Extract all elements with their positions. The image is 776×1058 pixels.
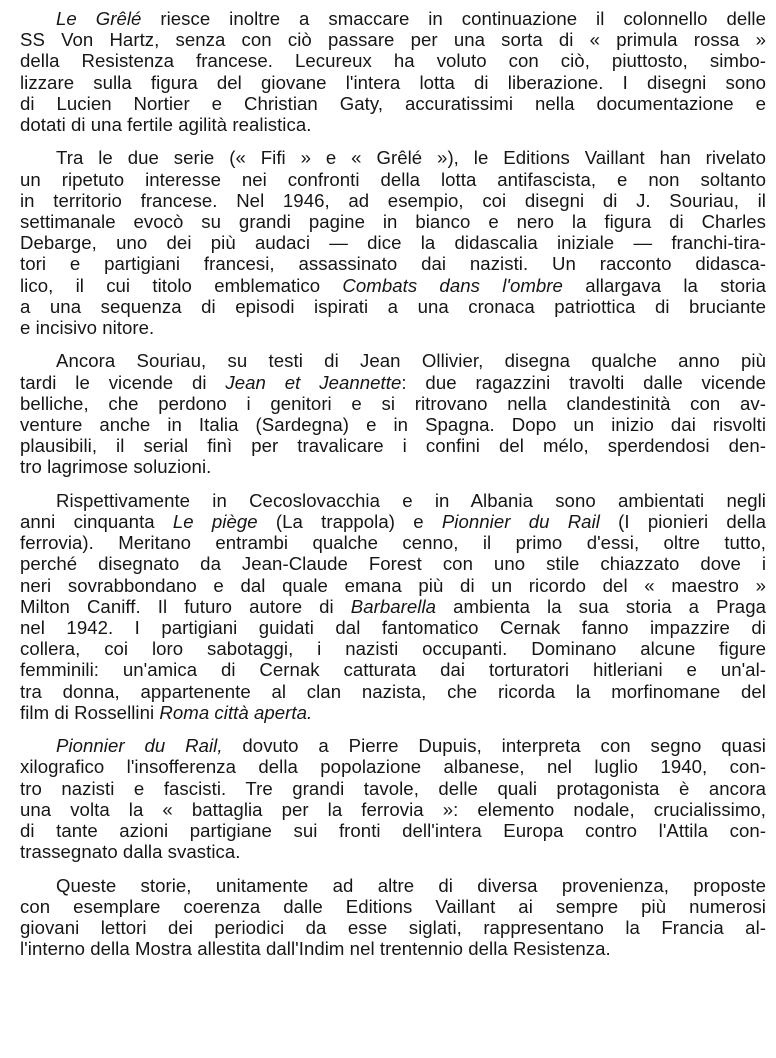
- text-line: [20, 756, 766, 777]
- text-run: in territorio francese. Nel 1946, ad esempio, coi disegni di J. Souriau, il: [20, 189, 766, 211]
- text-run: giovani lettori dei periodici da esse siglati, rappresentano la Francia al-: [20, 917, 766, 939]
- text-run: plausibili, il serial finì per travalicare i confini del mélo, sperdendosi den-: [20, 435, 766, 457]
- text-line: [20, 253, 766, 274]
- text-run: tardi le vicende di: [20, 371, 226, 393]
- italic-title: Le piège: [172, 511, 258, 533]
- text-run: (I pionieri della: [599, 511, 766, 533]
- text-run: Rispettivamente in Cecoslovacchia e in Albania sono ambientati negli: [56, 489, 766, 511]
- text-line: [20, 841, 766, 862]
- paragraph: [20, 875, 766, 960]
- text-run: collera, coi loro sabotaggi, i nazisti occupanti. Dominano alcune figure: [20, 638, 766, 660]
- text-line: [20, 735, 766, 756]
- text-line: [20, 596, 766, 617]
- paragraph: [20, 8, 766, 135]
- paragraph: [20, 735, 766, 862]
- text-run: con esemplare coerenza dalle Editions Vaillant ai sempre più numerosi: [20, 895, 766, 917]
- text-run: (La trappola) e: [257, 511, 442, 533]
- text-line: [20, 820, 766, 841]
- text-line: [20, 211, 766, 232]
- text-line: [20, 799, 766, 820]
- text-run: dovuto a Pierre Dupuis, interpreta con segno quasi: [222, 735, 766, 757]
- text-line: [20, 875, 766, 896]
- text-line: [20, 169, 766, 190]
- text-line: [20, 190, 766, 211]
- paragraph: [20, 350, 766, 477]
- text-run: trassegnato dalla svastica.: [20, 841, 241, 863]
- text-line: [20, 72, 766, 93]
- text-line: [20, 147, 766, 168]
- italic-title: Combats dans l'ombre: [342, 274, 563, 296]
- text-line: [20, 296, 766, 317]
- text-line: [20, 393, 766, 414]
- text-run: film di Rossellini: [20, 701, 160, 723]
- text-run: ambienta la sua storia a Praga: [436, 595, 766, 617]
- text-line: [20, 50, 766, 71]
- text-line: [20, 490, 766, 511]
- text-run: riesce inoltre a smaccare in continuazione il colonnello delle: [141, 8, 767, 29]
- text-run: l'interno della Mostra allestita dall'Indim nel trentennio della Resistenza.: [20, 938, 611, 960]
- text-run: neri sovrabbondano e dal quale emana più di un ricordo del « maestro »: [20, 574, 766, 596]
- text-run: Debarge, uno dei più audaci — dice la didascalia iniziale — franchi-tira-: [20, 232, 766, 254]
- text-line: [20, 681, 766, 702]
- text-run: anni cinquanta: [20, 511, 173, 533]
- text-line: [20, 414, 766, 435]
- text-run: una volta la « battaglia per la ferrovia »: elemento nodale, crucialissimo,: [20, 798, 766, 820]
- text-run: Milton Caniff. Il futuro autore di: [20, 595, 351, 617]
- text-line: [20, 29, 766, 50]
- text-run: settimanale evocò su grandi pagine in bianco e nero la figura di Charles: [20, 211, 766, 233]
- text-line: [20, 938, 766, 959]
- text-line: [20, 93, 766, 114]
- text-run: allargava la storia: [562, 274, 766, 296]
- italic-title: Jean et Jeannette: [225, 371, 402, 393]
- text-line: [20, 917, 766, 938]
- text-line: [20, 778, 766, 799]
- text-run: tro nazisti e fascisti. Tre grandi tavole, delle quali protagonista è ancora: [20, 777, 766, 799]
- text-line: [20, 350, 766, 371]
- italic-title: Roma città aperta.: [159, 701, 313, 723]
- italic-title: Barbarella: [350, 595, 437, 617]
- text-line: [20, 553, 766, 574]
- text-run: della Resistenza francese. Lecureux ha voluto con ciò, piuttosto, simbo-: [20, 50, 766, 72]
- text-run: SS Von Hartz, senza con ciò passare per una sorta di « primula rossa »: [20, 29, 766, 51]
- italic-title: Pionnier du Rail: [441, 511, 600, 533]
- text-run: e incisivo nitore.: [20, 317, 155, 339]
- document-page: [20, 8, 766, 972]
- text-run: xilografico l'insofferenza della popolazione albanese, nel luglio 1940, con-: [20, 756, 766, 778]
- text-run: nel 1942. I partigiani guidati dal fantomatico Cernak fanno impazzire di: [20, 617, 766, 639]
- text-run: ferrovia). Meritano entrambi qualche cenno, il primo d'essi, oltre tutto,: [20, 532, 766, 554]
- text-line: [20, 659, 766, 680]
- text-run: perché disegnato da Jean-Claude Forest con uno stile chiazzato dove i: [20, 553, 766, 575]
- text-run: lico, il cui titolo emblematico: [20, 274, 343, 296]
- text-line: [20, 575, 766, 596]
- text-line: [20, 275, 766, 296]
- text-line: [20, 435, 766, 456]
- text-run: tori e partigiani francesi, assassinato dai nazisti. Un racconto didasca-: [20, 253, 766, 275]
- text-run: dotati di una fertile agilità realistica.: [20, 114, 312, 136]
- text-line: [20, 617, 766, 638]
- text-run: di tante azioni partigiane sui fronti dell'intera Europa contro l'Attila con-: [20, 820, 766, 842]
- text-run: a una sequenza di episodi ispirati a una cronaca patriottica di bruciante: [20, 295, 766, 317]
- text-run: Ancora Souriau, su testi di Jean Ollivier, disegna qualche anno più: [56, 350, 766, 372]
- text-run: Tra le due serie (« Fifi » e « Grêlé »), le Editions Vaillant han rivelato: [56, 147, 766, 169]
- text-run: venture anche in Italia (Sardegna) e in Spagna. Dopo un inizio dai risvolti: [20, 414, 766, 436]
- text-line: [20, 896, 766, 917]
- text-run: tro lagrimose soluzioni.: [20, 456, 212, 478]
- text-run: tra donna, appartenente al clan nazista, che ricorda la morfinomane del: [20, 680, 766, 702]
- text-line: [20, 511, 766, 532]
- text-line: [20, 456, 766, 477]
- body-text: [20, 8, 766, 959]
- text-line: [20, 317, 766, 338]
- text-line: [20, 372, 766, 393]
- text-run: belliche, che perdono i genitori e si ritrovano nella clandestinità con av-: [20, 392, 766, 414]
- paragraph: [20, 147, 766, 338]
- paragraph: [20, 490, 766, 723]
- italic-title: Le Grêlé: [56, 8, 142, 29]
- text-line: [20, 532, 766, 553]
- text-run: Queste storie, unitamente ad altre di diversa provenienza, proposte: [56, 874, 766, 896]
- italic-title: Pionnier du Rail,: [56, 735, 223, 757]
- text-run: di Lucien Nortier e Christian Gaty, accuratissimi nella documentazione e: [20, 92, 766, 114]
- text-line: [20, 702, 766, 723]
- text-run: : due ragazzini travolti dalle vicende: [401, 371, 766, 393]
- text-run: femminili: un'amica di Cernak catturata dai torturatori hitleriani e un'al-: [20, 659, 766, 681]
- text-run: lizzare sulla figura del giovane l'intera lotta di liberazione. I disegni sono: [20, 71, 766, 93]
- text-line: [20, 232, 766, 253]
- text-line: [20, 8, 766, 29]
- text-line: [20, 638, 766, 659]
- text-run: un ripetuto interesse nei confronti della lotta antifascista, e non soltanto: [20, 168, 766, 190]
- text-line: [20, 114, 766, 135]
